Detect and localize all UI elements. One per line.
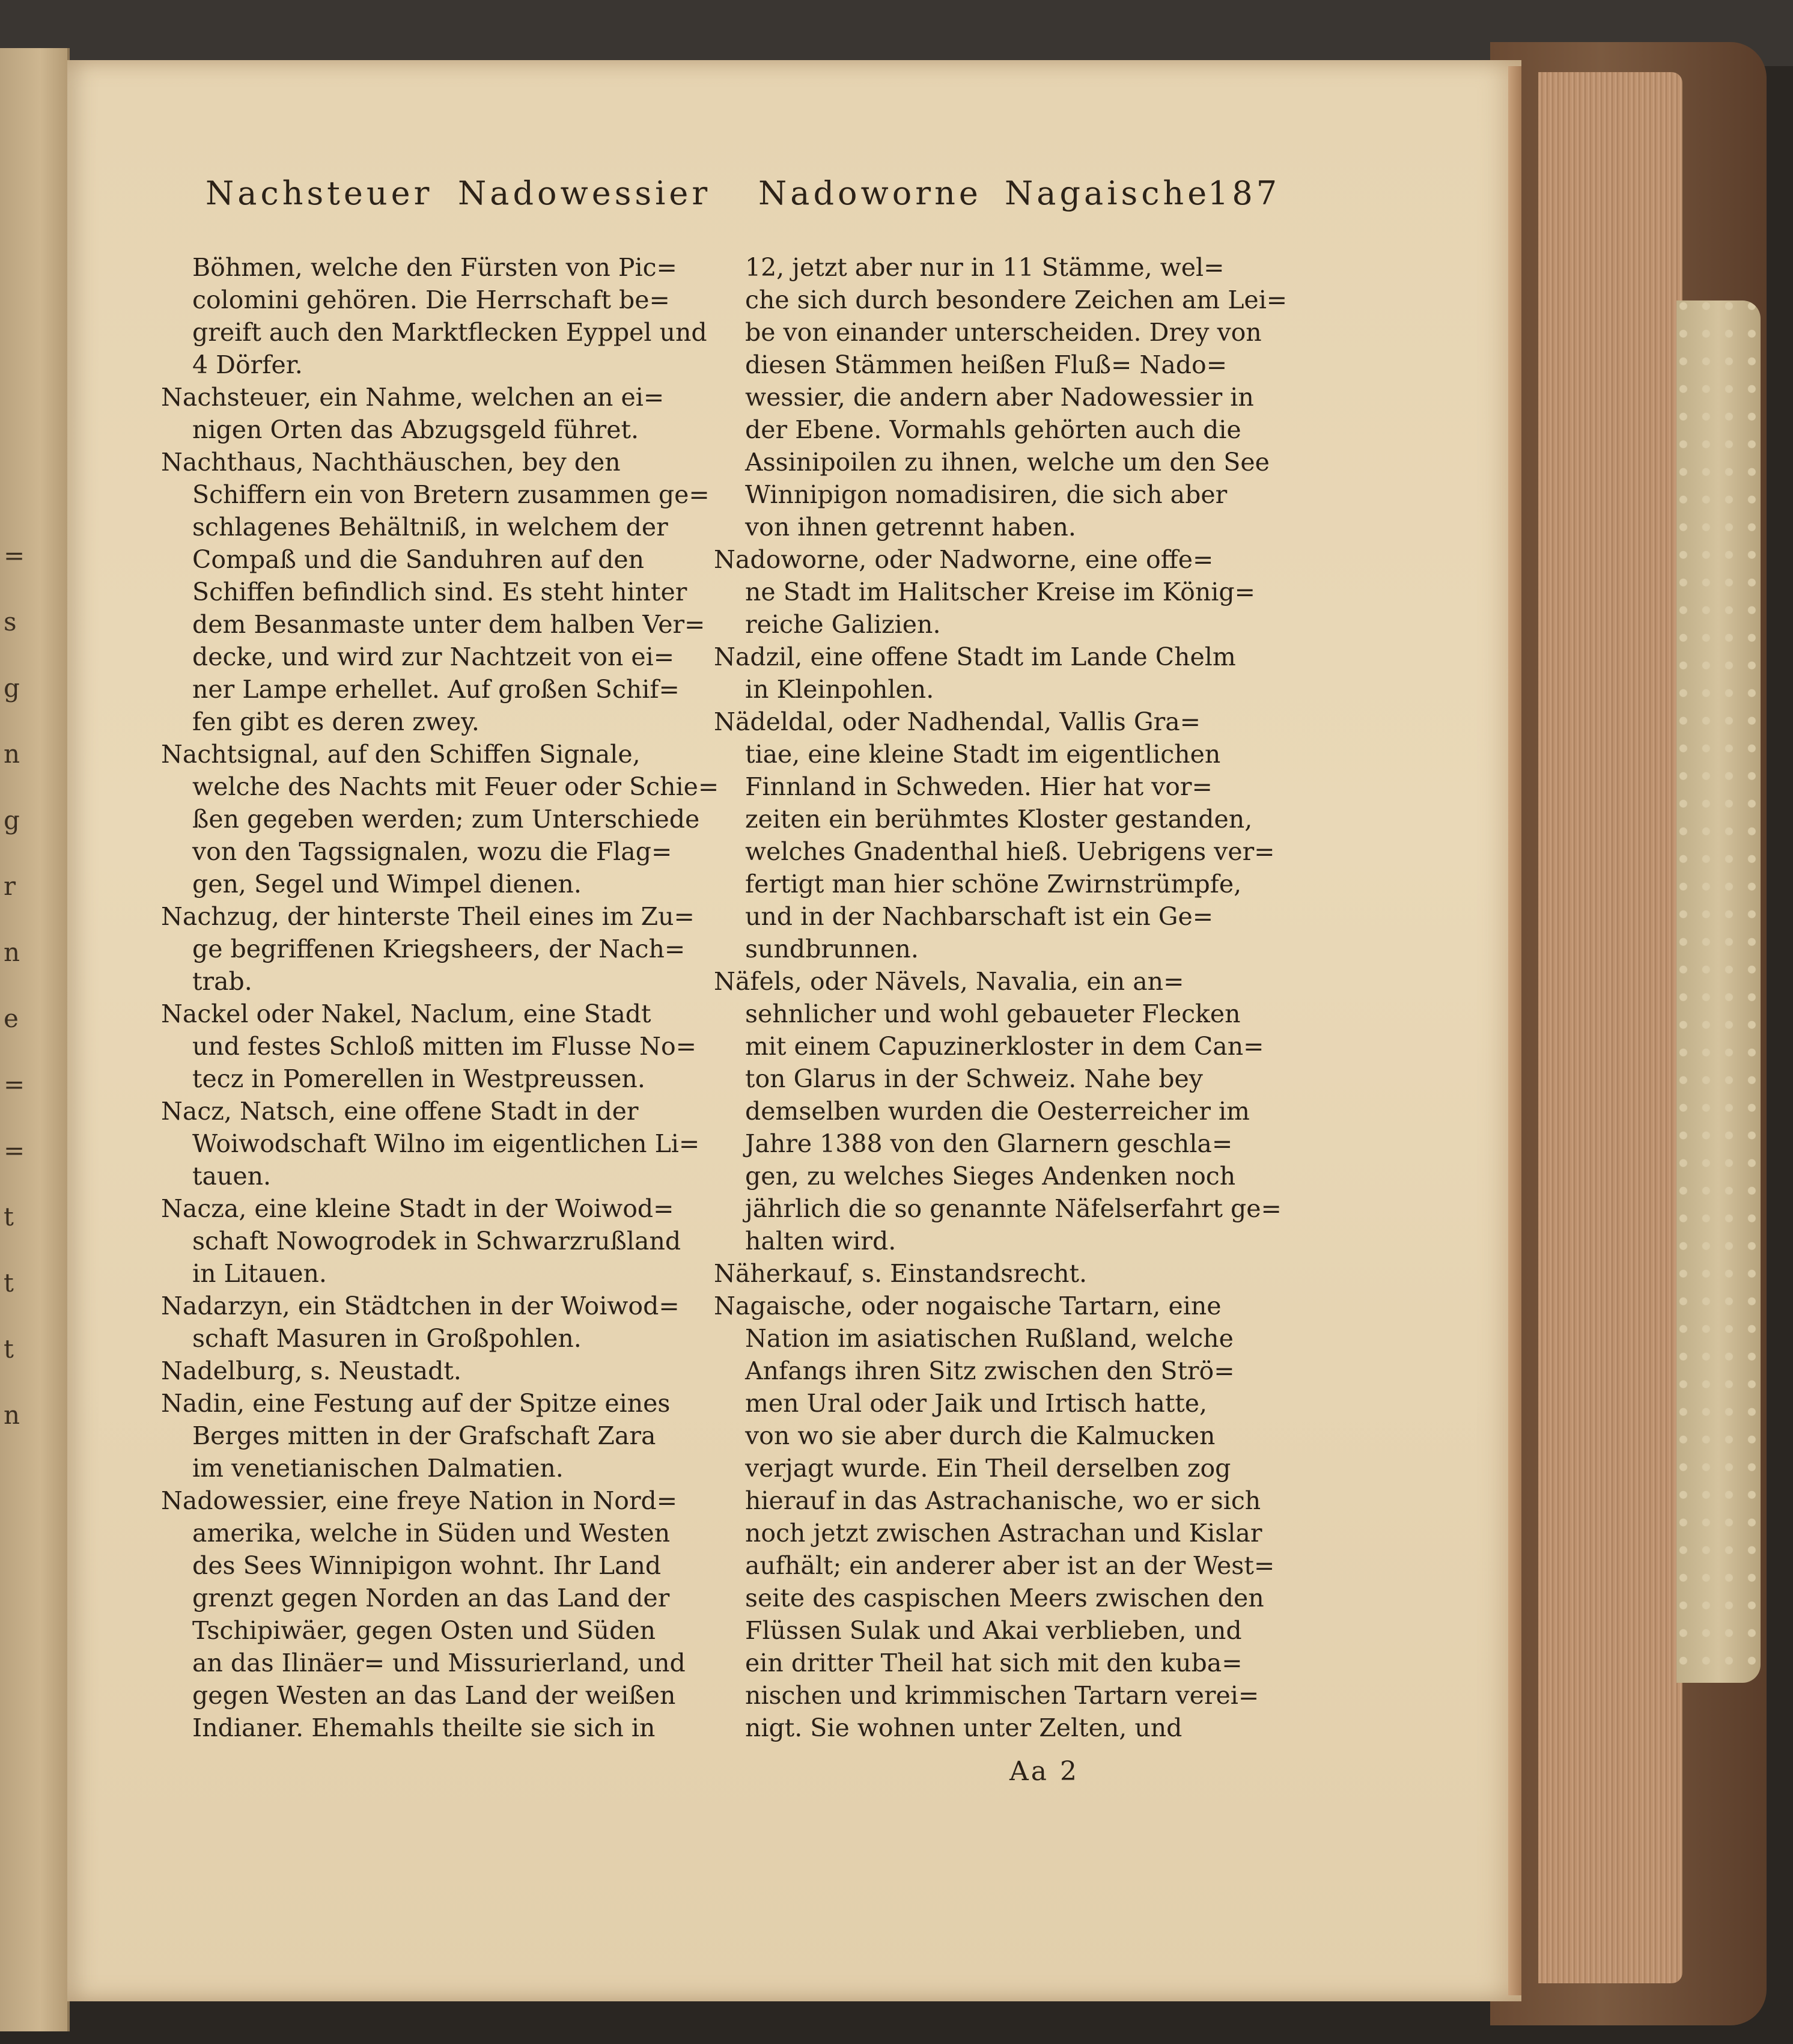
entry-line: Schiffen befindlich sind. Es steht hinter — [192, 578, 687, 606]
entry-line: sundbrunnen. — [745, 935, 919, 963]
entry-line: Flüssen Sulak und Akai verblieben, und — [745, 1616, 1242, 1645]
entry-headword-line: Nackel oder Nakel, Naclum, eine Stadt — [161, 999, 651, 1028]
previous-page-glyph: g — [4, 805, 20, 835]
entry-line: Indianer. Ehemahls theilte sie sich in — [192, 1713, 656, 1742]
previous-page-glyph: n — [4, 1400, 20, 1430]
entry-line: von den Tagssignalen, wozu die Flag= — [192, 837, 672, 866]
entry-line: zeiten ein berühmtes Kloster gestanden, — [745, 805, 1253, 834]
entry-line: ner Lampe erhellet. Auf großen Schif= — [192, 675, 680, 704]
entry-line: Woiwodschaft Wilno im eigentlichen Li= — [192, 1129, 700, 1158]
entry-line: gegen Westen an das Land der weißen — [192, 1681, 676, 1710]
entry-headword-line: Nagaische, oder nogaische Tartarn, eine — [714, 1292, 1222, 1320]
entry-line: fertigt man hier schöne Zwirnstrümpfe, — [745, 870, 1242, 898]
entry-line: schlagenes Behältniß, in welchem der — [192, 513, 668, 542]
entry-headword-line: Nachtsignal, auf den Schiffen Signale, — [161, 740, 641, 769]
entry-line: Winnipigon nomadisiren, die sich aber — [745, 480, 1228, 509]
entry-line: tiae, eine kleine Stadt im eigentlichen — [745, 740, 1221, 769]
entry-line: des Sees Winnipigon wohnt. Ihr Land — [192, 1551, 662, 1580]
entry-line: ge begriffenen Kriegsheers, der Nach= — [192, 935, 686, 963]
entry-line: im venetianischen Dalmatien. — [192, 1454, 564, 1483]
entry-line: aufhält; ein anderer aber ist an der West= — [745, 1551, 1275, 1580]
entry-headword-line: Nacza, eine kleine Stadt in der Woiwod= — [161, 1194, 674, 1223]
entry-line: von ihnen getrennt haben. — [745, 513, 1076, 542]
entry-headword-line: Nadelburg, s. Neustadt. — [161, 1356, 461, 1385]
entry-headword-line: Nacz, Natsch, eine offene Stadt in der — [161, 1097, 639, 1126]
entry-line: greift auch den Marktflecken Eyppel und — [192, 318, 707, 347]
entry-headword-line: Nadarzyn, ein Städtchen in der Woiwod= — [161, 1292, 680, 1320]
entry-line: demselben wurden die Oesterreicher im — [745, 1097, 1250, 1126]
entry-line: und festes Schloß mitten im Flusse No= — [192, 1032, 696, 1061]
entry-line: gen, Segel und Wimpel dienen. — [192, 870, 582, 898]
previous-page-glyph: t — [4, 1268, 14, 1298]
entry-line: decke, und wird zur Nachtzeit von ei= — [192, 642, 675, 671]
entry-headword-line: Nadowessier, eine freye Nation in Nord= — [161, 1486, 678, 1515]
entry-line: Jahre 1388 von den Glarnern geschla= — [745, 1129, 1233, 1158]
entry-line: be von einander unterscheiden. Drey von — [745, 318, 1262, 347]
head-keyword-2: Nadowessier — [458, 174, 711, 212]
entry-line: men Ural oder Jaik und Irtisch hatte, — [745, 1389, 1208, 1418]
previous-page-edge — [0, 48, 70, 2031]
entry-line: ßen gegeben werden; zum Unterschiede — [192, 805, 700, 834]
entry-headword-line: Nadoworne, oder Nadworne, eine offe= — [714, 545, 1214, 574]
entry-line: reiche Galizien. — [745, 610, 941, 639]
entry-line: hierauf in das Astrachanische, wo er sich — [745, 1486, 1261, 1515]
previous-page-glyph: t — [4, 1202, 14, 1231]
entry-line: an das Ilinäer= und Missurierland, und — [192, 1649, 686, 1677]
previous-page-glyph: t — [4, 1334, 14, 1364]
entry-line: ein dritter Theil hat sich mit den kuba= — [745, 1649, 1243, 1677]
entry-headword-line: Nachzug, der hinterste Theil eines im Zu= — [161, 902, 695, 931]
previous-page-glyph: n — [4, 739, 20, 769]
entry-line: wessier, die andern aber Nadowessier in — [745, 383, 1254, 412]
entry-line: halten wird. — [745, 1227, 896, 1255]
entry-line: ne Stadt im Halitscher Kreise im König= — [745, 578, 1255, 606]
spine-label — [1676, 300, 1761, 1683]
entry-line: und in der Nachbarschaft ist ein Ge= — [745, 902, 1214, 931]
entry-line: seite des caspischen Meers zwischen den — [745, 1584, 1264, 1612]
entry-line: Nation im asiatischen Rußland, welche — [745, 1324, 1234, 1353]
entry-line: welches Gnadenthal hieß. Uebrigens ver= — [745, 837, 1275, 866]
running-head-right — [758, 174, 982, 222]
page-number-value: 187 — [1208, 174, 1281, 212]
entry-line: 4 Dörfer. — [192, 350, 303, 379]
entry-line: Finnland in Schweden. Hier hat vor= — [745, 772, 1213, 801]
left-column — [161, 251, 719, 1744]
entry-line: Assinipoilen zu ihnen, welche um den See — [745, 448, 1270, 477]
page-edges — [1538, 72, 1682, 1983]
entry-headword-line: Nadin, eine Festung auf der Spitze eines — [161, 1389, 671, 1418]
previous-page-glyph: e — [4, 1004, 19, 1033]
entry-line: Anfangs ihren Sitz zwischen den Strö= — [745, 1356, 1235, 1385]
entry-line: jährlich die so genannte Näfelserfahrt ge= — [745, 1194, 1282, 1223]
entry-line: Compaß und die Sanduhren auf den — [192, 545, 645, 574]
previous-page-glyph: g — [4, 673, 20, 703]
previous-page-glyph: = — [4, 1070, 25, 1099]
entry-line: 12, jetzt aber nur in 11 Stämme, wel= — [745, 253, 1225, 282]
previous-page-glyph: s — [4, 607, 17, 636]
entry-line: fen gibt es deren zwey. — [192, 707, 479, 736]
running-head-left-2 — [458, 174, 711, 222]
entry-line: tauen. — [192, 1162, 272, 1191]
entry-line: amerika, welche in Süden und Westen — [192, 1519, 671, 1548]
entry-line: schaft Masuren in Großpohlen. — [192, 1324, 582, 1353]
previous-page-glyph: = — [4, 1136, 25, 1165]
entry-line: von wo sie aber durch die Kalmucken — [745, 1421, 1216, 1450]
entry-headword-line: Näherkauf, s. Einstandsrecht. — [714, 1259, 1088, 1288]
head-keyword-1: Nachsteuer — [205, 174, 433, 212]
entry-headword-line: Näfels, oder Nävels, Navalia, ein an= — [714, 967, 1184, 996]
entry-line: gen, zu welches Sieges Andenken noch — [745, 1162, 1236, 1191]
entry-line: verjagt wurde. Ein Theil derselben zog — [745, 1454, 1231, 1483]
entry-headword-line: Nädeldal, oder Nadhendal, Vallis Gra= — [714, 707, 1201, 736]
previous-page-glyph: n — [4, 938, 20, 967]
entry-headword-line: Nachthaus, Nachthäuschen, bey den — [161, 448, 621, 477]
head-keyword-3: Nadoworne — [758, 174, 982, 212]
right-column — [714, 251, 1288, 1744]
entry-line: nigen Orten das Abzugsgeld führet. — [192, 415, 639, 444]
entry-line: Böhmen, welche den Fürsten von Pic= — [192, 253, 677, 282]
running-head-left — [205, 174, 433, 222]
entry-line: schaft Nowogrodek in Schwarzrußland — [192, 1227, 681, 1255]
entry-line: nischen und krimmischen Tartarn verei= — [745, 1681, 1259, 1710]
entry-line: in Litauen. — [192, 1259, 327, 1288]
entry-line: nigt. Sie wohnen unter Zelten, und — [745, 1713, 1183, 1742]
entry-line: mit einem Capuzinerkloster in dem Can= — [745, 1032, 1264, 1061]
entry-line: Berges mitten in der Grafschaft Zara — [192, 1421, 656, 1450]
previous-page-glyph: r — [4, 871, 16, 901]
entry-line: trab. — [192, 967, 252, 996]
entry-line: dem Besanmaste unter dem halben Ver= — [192, 610, 705, 639]
entry-line: ton Glarus in der Schweiz. Nahe bey — [745, 1064, 1203, 1093]
entry-headword-line: Nachsteuer, ein Nahme, welchen an ei= — [161, 383, 665, 412]
running-head-right-2 — [1005, 174, 1210, 222]
entry-line: sehnlicher und wohl gebaueter Flecken — [745, 999, 1241, 1028]
entry-line: colomini gehören. Die Herrschaft be= — [192, 285, 670, 314]
page-number — [1208, 174, 1280, 222]
entry-line: welche des Nachts mit Feuer oder Schie= — [192, 772, 719, 801]
entry-line: Tschipiwäer, gegen Osten und Süden — [192, 1616, 656, 1645]
previous-page-glyph: = — [4, 541, 25, 570]
entry-line: tecz in Pomerellen in Westpreussen. — [192, 1064, 645, 1093]
entry-line: grenzt gegen Norden an das Land der — [192, 1584, 670, 1612]
signature-mark: Aa 2 — [1009, 1756, 1079, 1787]
entry-line: der Ebene. Vormahls gehörten auch die — [745, 415, 1241, 444]
page-fold — [1508, 66, 1521, 1995]
entry-line: che sich durch besondere Zeichen am Lei= — [745, 285, 1288, 314]
entry-line: in Kleinpohlen. — [745, 675, 934, 704]
entry-line: noch jetzt zwischen Astrachan und Kislar — [745, 1519, 1262, 1548]
entry-headword-line: Nadzil, eine offene Stadt im Lande Chelm — [714, 642, 1236, 671]
entry-line: Schiffern ein von Bretern zusammen ge= — [192, 480, 710, 509]
entry-line: diesen Stämmen heißen Fluß= Nado= — [745, 350, 1228, 379]
head-keyword-4: Nagaische — [1005, 174, 1211, 212]
